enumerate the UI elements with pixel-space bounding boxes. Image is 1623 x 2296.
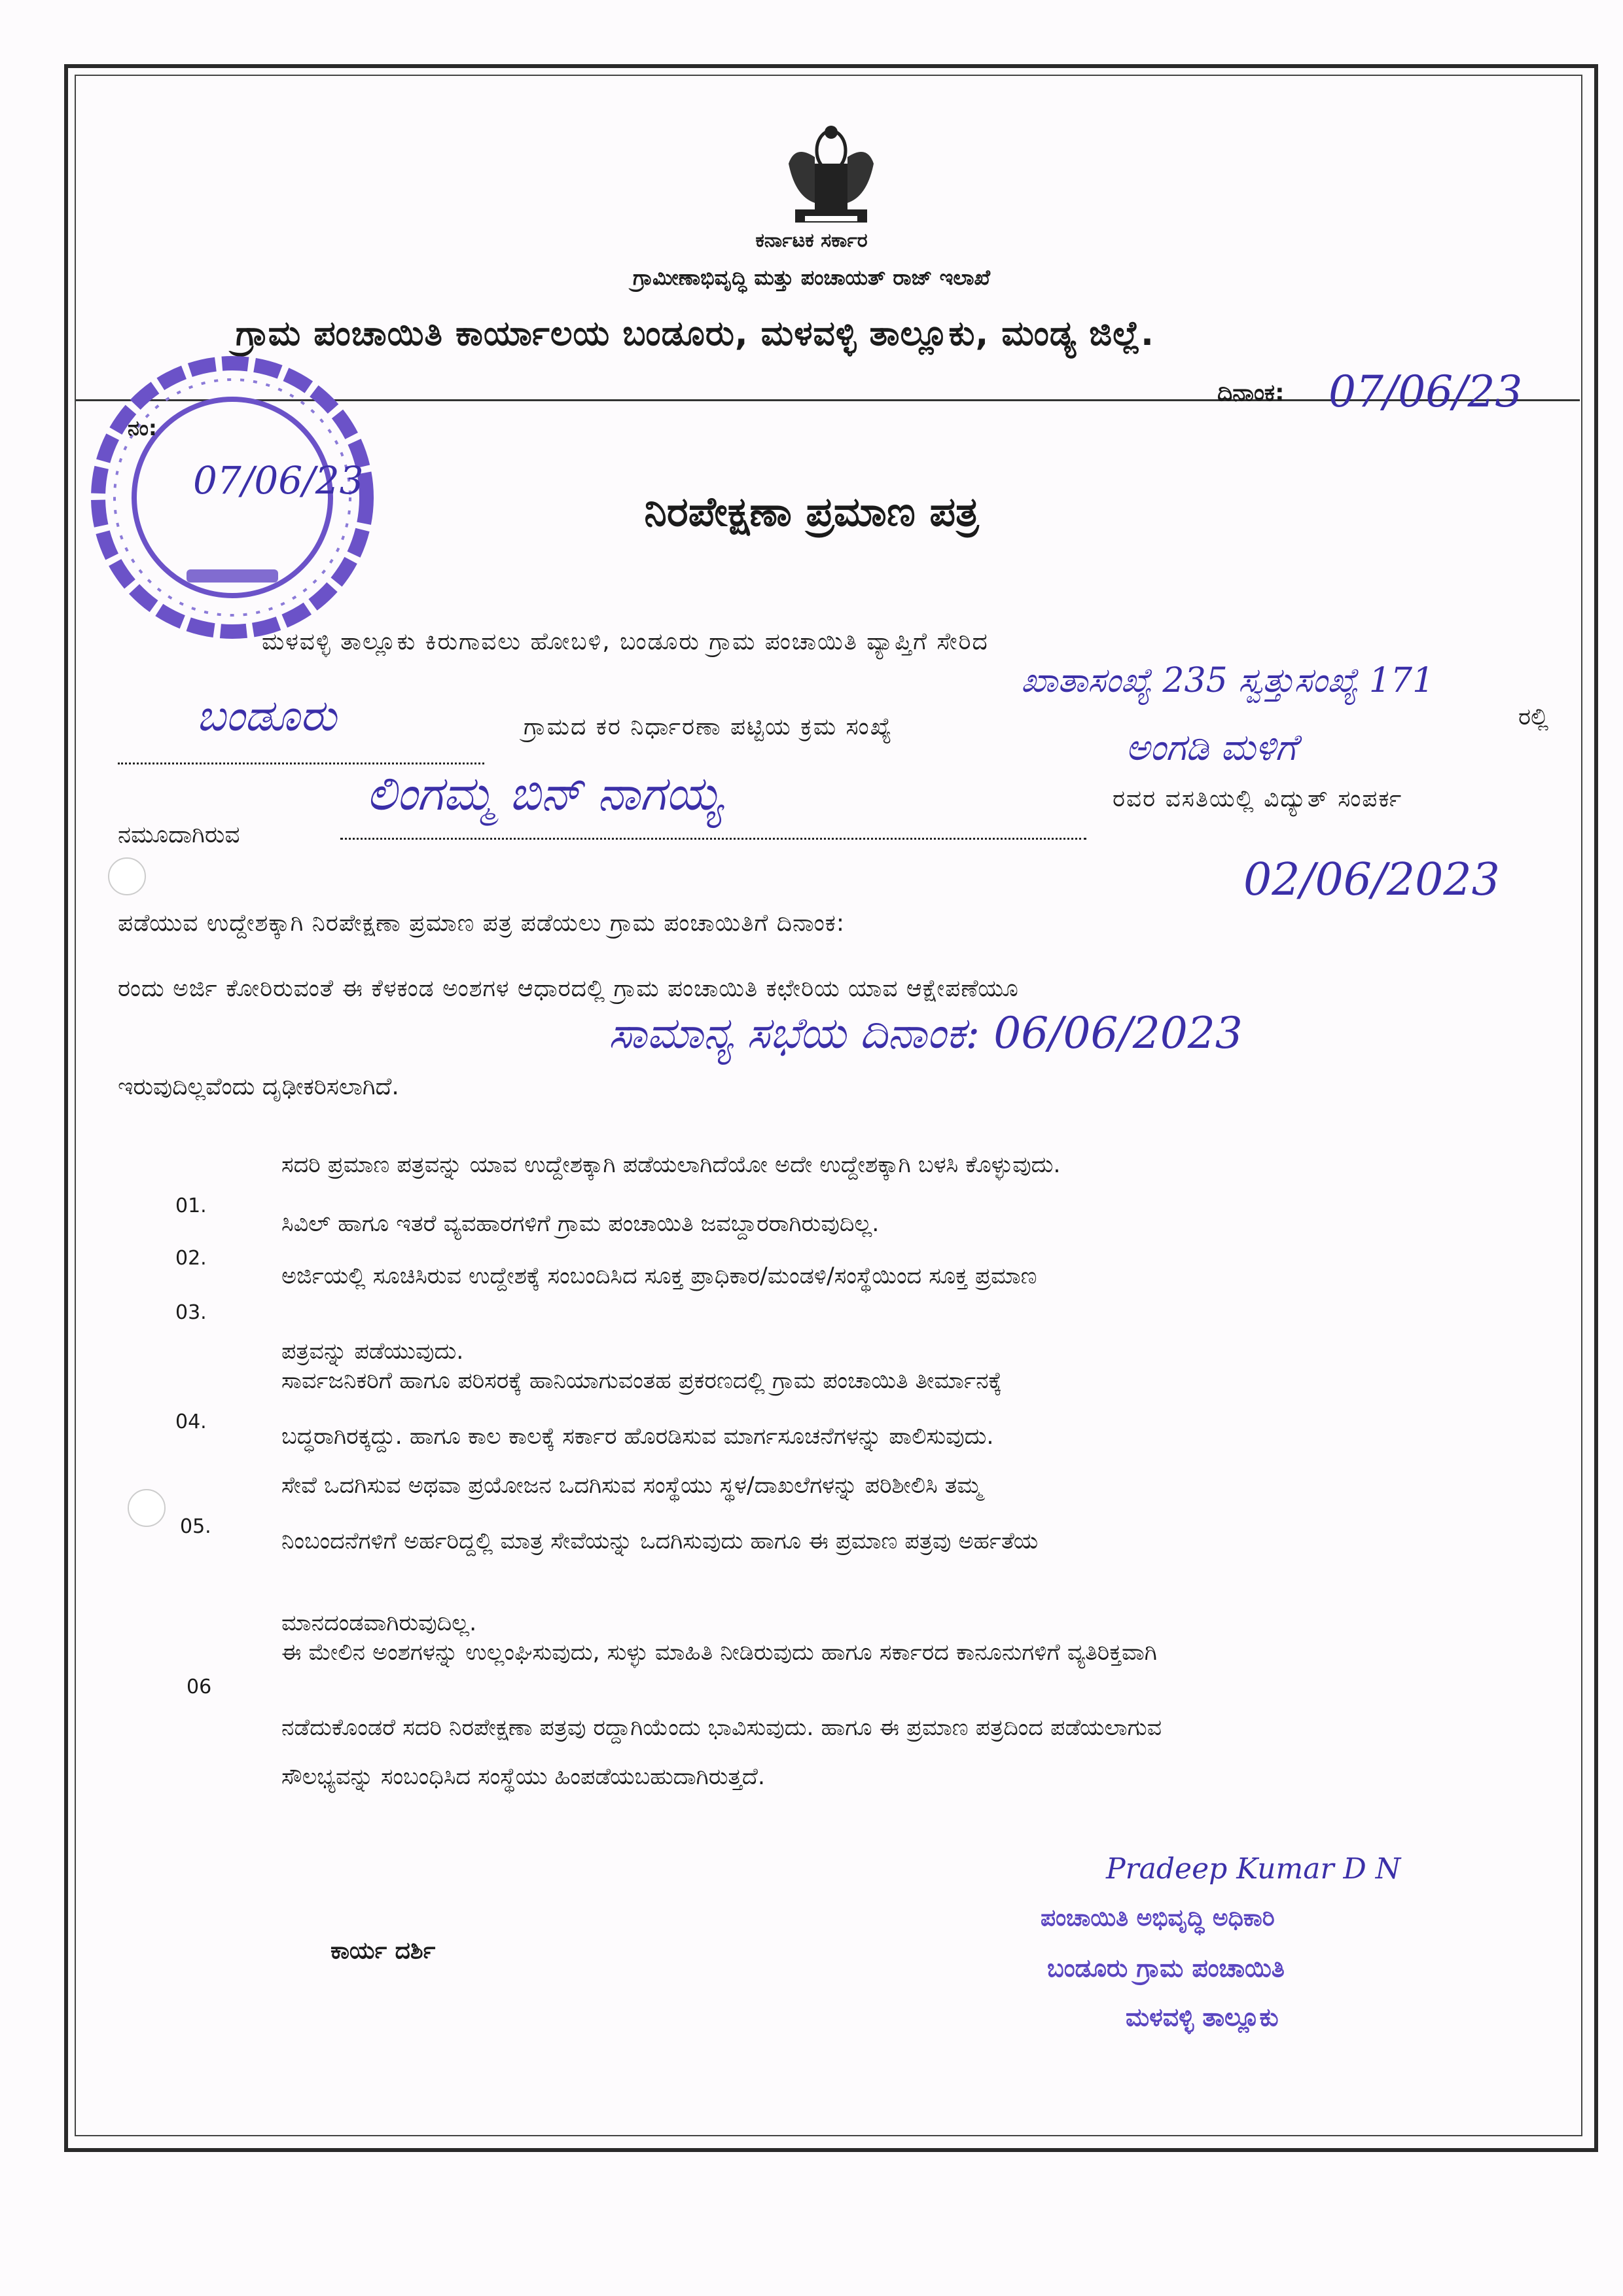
- punch-hole: [128, 1489, 166, 1527]
- date-label: ದಿನಾಂಕ:: [1217, 380, 1285, 406]
- officer-seal-line-3: ಮಳವಳ್ಳಿ ತಾಲ್ಲೂಕು: [1126, 2003, 1279, 2032]
- body-line-4: ಪಡೆಯುವ ಉದ್ದೇಶಕ್ಕಾಗಿ ನಿರಪೇಕ್ಷಣಾ ಪ್ರಮಾಣ ಪತ್ರ ಪಡೆಯಲು ಗ್ರಾಮ ಪಂಚಾಯಿತಿಗೆ ದಿನಾಂಕ:: [118, 910, 845, 937]
- body-line-5: ರಂದು ಅರ್ಜಿ ಕೋರಿರುವಂತೆ ಈ ಕೆಳಕಂಡ ಅಂಶಗಳ ಆಧಾರದಲ್ಲಿ ಗ್ರಾಮ ಪಂಚಾಯಿತಿ ಕಛೇರಿಯ ಯಾವ ಆಕ್ಷೇಪಣೆಯೂ: [118, 975, 1019, 1002]
- condition-line: ಬದ್ಧರಾಗಿರಕ್ಕದ್ದು. ಹಾಗೂ ಕಾಲ ಕಾಲಕ್ಕೆ ಸರ್ಕಾರ ಹೊರಡಿಸುವ ಮಾರ್ಗಸೂಚನೆಗಳನ್ನು ಪಾಲಿಸುವುದು.: [281, 1424, 994, 1450]
- condition-number: 02.: [175, 1247, 207, 1270]
- officer-signature: Pradeep Kumar D N: [1106, 1852, 1401, 1886]
- condition-line: ಸದರಿ ಪ್ರಮಾಣ ಪತ್ರವನ್ನು ಯಾವ ಉದ್ದೇಶಕ್ಕಾಗಿ ಪಡೆಯಲಾಗಿದೆಯೋ ಅದೇ ಉದ್ದೇಶಕ್ಕಾಗಿ ಬಳಸಿ ಕೊಳ್ಳುವುದು.: [281, 1152, 1061, 1178]
- condition-number: 04.: [175, 1410, 207, 1433]
- punch-hole: [108, 857, 146, 895]
- condition-line: ಸೌಲಭ್ಯವನ್ನು ಸಂಬಂಧಿಸಿದ ಸಂಸ್ಥೆಯು ಹಿಂಪಡೆಯಬಹುದಾಗಿರುತ್ತದೆ.: [281, 1764, 766, 1790]
- application-date-handwritten: 02/06/2023: [1243, 854, 1500, 906]
- body-line-3-end: ರವರ ವಸತಿಯಲ್ಲಿ ವಿದ್ಯುತ್ ಸಂಪರ್ಕ: [1113, 785, 1403, 812]
- body-line-1: ಮಳವಳ್ಳಿ ತಾಲ್ಲೂಕು ಕಿರುಗಾವಲು ಹೋಬಳಿ, ಬಂಡೂರು ಗ್ರಾಮ ಪಂಚಾಯಿತಿ ವ್ಯಾಪ್ತಿಗೆ ಸೇರಿದ: [262, 628, 989, 655]
- condition-number: 05.: [180, 1515, 211, 1538]
- condition-line: ನಿಂಬಂದನೆಗಳಿಗೆ ಅರ್ಹರಿದ್ದಲ್ಲಿ ಮಾತ್ರ ಸೇವೆಯನ್ನು ಒದಗಿಸುವುದು ಹಾಗೂ ಈ ಪ್ರಮಾಣ ಪತ್ರವು ಅರ್ಹತೆಯ: [281, 1528, 1039, 1554]
- meeting-date-handwritten: ಸಾಮಾನ್ಯ ಸಭೆಯ ದಿನಾಂಕ: 06/06/2023: [609, 1008, 1243, 1058]
- reference-number-handwritten: 07/06/23: [193, 458, 364, 503]
- village-handwritten: ಬಂಡೂರು: [196, 691, 336, 741]
- owner-name-handwritten: ಲಿಂಗಮ್ಮ ಬಿನ್ ನಾಗಯ್ಯ: [366, 766, 722, 821]
- department-label: ಗ್ರಾಮೀಣಾಭಿವೃದ್ಧಿ ಮತ್ತು ಪಂಚಾಯತ್ ರಾಜ್ ಇಲಾಖೆ: [632, 265, 991, 290]
- condition-line: ಸಿವಿಲ್ ಹಾಗೂ ಇತರೆ ವ್ಯವಹಾರಗಳಿಗೆ ಗ್ರಾಮ ಪಂಚಾಯಿತಿ ಜವಬ್ದಾರರಾಗಿರುವುದಿಲ್ಲ.: [281, 1211, 880, 1237]
- reference-number-label: ನಂ:: [128, 416, 157, 440]
- state-emblem-icon: [769, 118, 893, 229]
- secretary-label: ಕಾರ್ಯ ದರ್ಶಿ: [330, 1937, 436, 1964]
- officer-seal-line-2: ಬಂಡೂರು ಗ್ರಾಮ ಪಂಚಾಯಿತಿ: [1047, 1954, 1285, 1982]
- body-line-3-start: ನಮೂದಾಗಿರುವ: [118, 821, 240, 848]
- khata-number-handwritten: ಖಾತಾಸಂಖ್ಯೆ 235 ಸ್ವತ್ತುಸಂಖ್ಯೆ 171: [1021, 661, 1435, 700]
- condition-line: ಅರ್ಜಿಯಲ್ಲಿ ಸೂಚಿಸಿರುವ ಉದ್ದೇಶಕ್ಕೆ ಸಂಬಂದಿಸಿದ ಸೂಕ್ತ ಪ್ರಾಧಿಕಾರ/ಮಂಡಳಿ/ಸಂಸ್ಥೆಯಿಂದ ಸೂಕ್ತ ಪ್ರಮಾಣ: [281, 1263, 1037, 1289]
- condition-line: ಈ ಮೇಲಿನ ಅಂಶಗಳನ್ನು ಉಲ್ಲಂಘಿಸುವುದು, ಸುಳ್ಳು ಮಾಹಿತಿ ನೀಡಿರುವುದು ಹಾಗೂ ಸರ್ಕಾರದ ಕಾನೂನುಗಳಿಗೆ ವ್ಯತಿರಿಕ್ತವಾಗಿ: [281, 1640, 1157, 1666]
- condition-line: ಸೇವೆ ಒದಗಿಸುವ ಅಥವಾ ಪ್ರಯೋಜನ ಒದಗಿಸುವ ಸಂಸ್ಥೆಯು ಸ್ಥಳ/ದಾಖಲೆಗಳನ್ನು ಪರಿಶೀಲಿಸಿ ತಮ್ಮ: [281, 1473, 982, 1499]
- condition-number: 03.: [175, 1301, 207, 1324]
- condition-line: ನಡೆದುಕೊಂಡರೆ ಸದರಿ ನಿರಪೇಕ್ಷಣಾ ಪತ್ರವು ರದ್ದಾಗಿಯೆಂದು ಭಾವಿಸುವುದು. ಹಾಗೂ ಈ ಪ್ರಮಾಣ ಪತ್ರದಿಂದ ಪಡೆಯಲಾಗುವ: [281, 1715, 1162, 1741]
- condition-line: ಮಾನದಂಡವಾಗಿರುವುದಿಲ್ಲ.: [281, 1610, 477, 1636]
- body-line-2: ಗ್ರಾಮದ ಕರ ನಿರ್ಧಾರಣಾ ಪಟ್ಟಿಯ ಕ್ರಮ ಸಂಖ್ಯೆ: [524, 713, 893, 740]
- body-line-2-end: ರಲ್ಲಿ: [1518, 704, 1549, 730]
- condition-line: ಸಾರ್ವಜನಿಕರಿಗೆ ಹಾಗೂ ಪರಿಸರಕ್ಕೆ ಹಾನಿಯಾಗುವಂತಹ ಪ್ರಕರಣದಲ್ಲಿ ಗ್ರಾಮ ಪಂಚಾಯಿತಿ ತೀರ್ಮಾನಕ್ಕೆ: [281, 1368, 1003, 1394]
- property-type-handwritten: ಅಂಗಡಿ ಮಳಿಗೆ: [1126, 726, 1297, 769]
- officer-seal-line-1: ಪಂಚಾಯಿತಿ ಅಭಿವೃದ್ಧಿ ಅಧಿಕಾರಿ: [1041, 1905, 1275, 1931]
- condition-line: ಪತ್ರವನ್ನು ಪಡೆಯುವುದು.: [281, 1338, 464, 1365]
- office-heading: ಗ್ರಾಮ ಪಂಚಾಯಿತಿ ಕಾರ್ಯಾಲಯ ಬಂಡೂರು, ಮಳವಳ್ಳಿ ತಾಲ್ಲೂಕು, ಮಂಡ್ಯ ಜಿಲ್ಲೆ.: [236, 314, 1154, 353]
- issue-date-handwritten: 07/06/23: [1329, 367, 1523, 417]
- condition-number: 01.: [175, 1194, 207, 1217]
- certificate-title: ನಿರಪೇಕ್ಷಣಾ ಪ್ರಮಾಣ ಪತ್ರ: [644, 488, 979, 535]
- state-government-label: ಕರ್ನಾಟಕ ಸರ್ಕಾರ: [755, 229, 868, 252]
- condition-number: 06: [187, 1676, 212, 1698]
- body-line-6: ಇರುವುದಿಲ್ಲವೆಂದು ದೃಢೀಕರಿಸಲಾಗಿದೆ.: [118, 1073, 399, 1100]
